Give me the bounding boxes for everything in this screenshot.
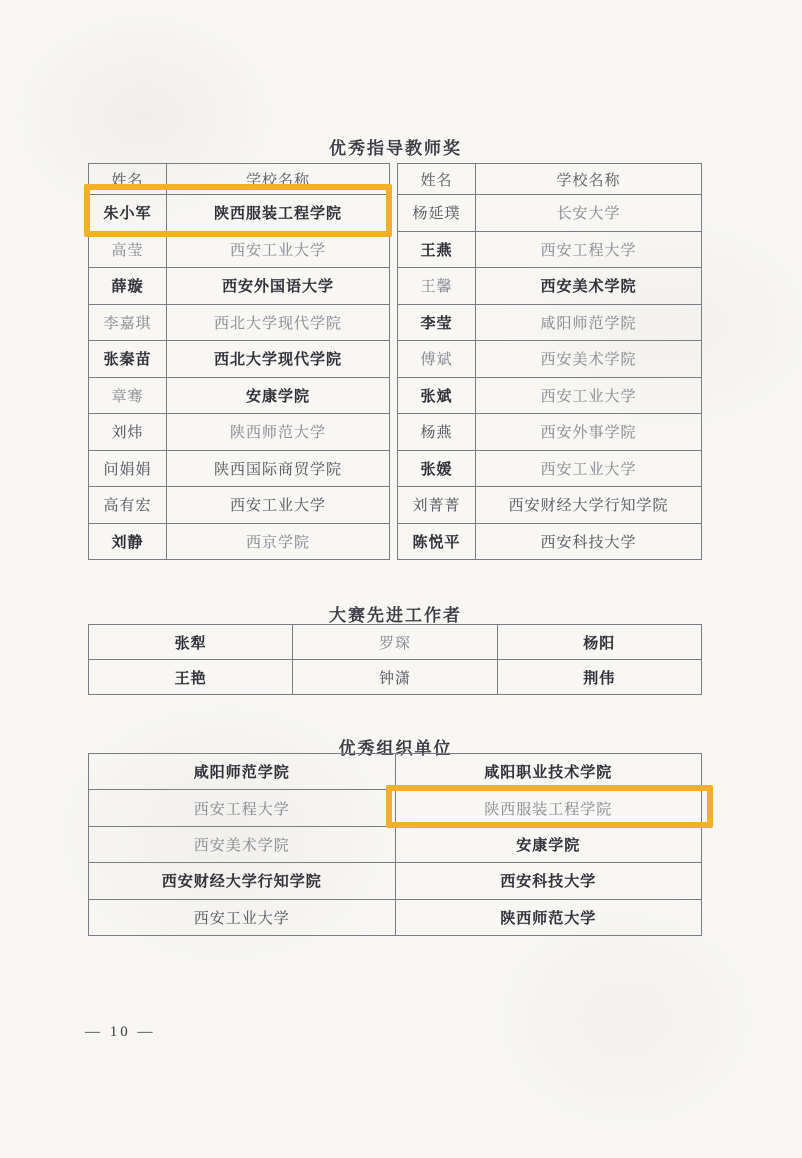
org-unit-cell: 西安财经大学行知学院 (89, 863, 396, 899)
teacher-name-cell: 杨延璞 (398, 195, 476, 232)
teacher-school-cell: 西安工程大学 (476, 232, 702, 269)
worker-name-cell: 王艳 (89, 660, 293, 695)
teacher-name-cell: 王燕 (398, 232, 476, 269)
teacher-school-cell: 陕西服装工程学院 (167, 195, 390, 232)
worker-name-cell: 罗琛 (293, 625, 497, 660)
teacher-school-cell: 西安工业大学 (167, 232, 390, 269)
worker-name-cell: 荆伟 (498, 660, 702, 695)
teacher-name-cell: 刘菁菁 (398, 487, 476, 524)
teacher-name-cell: 李莹 (398, 305, 476, 342)
teacher-school-cell: 西安工业大学 (476, 451, 702, 488)
org-unit-cell: 西安美术学院 (89, 827, 396, 863)
teacher-name-cell: 刘炜 (89, 414, 167, 451)
teacher-name-cell: 陈悦平 (398, 524, 476, 561)
org-unit-cell: 陕西服装工程学院 (396, 790, 703, 826)
teacher-school-cell: 西北大学现代学院 (167, 341, 390, 378)
teacher-school-cell: 西安工业大学 (476, 378, 702, 415)
teacher-name-cell: 高莹 (89, 232, 167, 269)
teacher-school-cell: 西京学院 (167, 524, 390, 561)
page-number: — 10 — (85, 1024, 156, 1040)
teacher-name-cell: 薛璇 (89, 268, 167, 305)
teacher-name-cell: 傅斌 (398, 341, 476, 378)
org-unit-cell: 西安科技大学 (396, 863, 703, 899)
teacher-name-cell: 问娟娟 (89, 451, 167, 488)
org-unit-cell: 咸阳师范学院 (89, 754, 396, 790)
teacher-name-cell: 朱小军 (89, 195, 167, 232)
org-unit-cell: 咸阳职业技术学院 (396, 754, 703, 790)
org-unit-cell: 西安工业大学 (89, 900, 396, 936)
teacher-name-cell: 刘静 (89, 524, 167, 561)
worker-name-cell: 钟潇 (293, 660, 497, 695)
teacher-school-cell: 西安外国语大学 (167, 268, 390, 305)
teacher-name-cell: 张媛 (398, 451, 476, 488)
section-title-award-teachers: 优秀指导教师奖 (329, 139, 462, 158)
teacher-name-cell: 高有宏 (89, 487, 167, 524)
teacher-name-cell: 张斌 (398, 378, 476, 415)
teacher-name-cell: 张秦苗 (89, 341, 167, 378)
teachers-table-left (88, 163, 390, 560)
teacher-school-cell: 西安美术学院 (476, 341, 702, 378)
worker-name-cell: 张犁 (89, 625, 293, 660)
column-header-school: 学校名称 (167, 164, 390, 195)
teacher-name-cell: 王馨 (398, 268, 476, 305)
teacher-school-cell: 西安财经大学行知学院 (476, 487, 702, 524)
teacher-name-cell: 李嘉琪 (89, 305, 167, 342)
teacher-school-cell: 西安外事学院 (476, 414, 702, 451)
teacher-school-cell: 西安科技大学 (476, 524, 702, 561)
org-unit-cell: 陕西师范大学 (396, 900, 703, 936)
advanced-workers-table (88, 624, 702, 695)
teacher-school-cell: 西北大学现代学院 (167, 305, 390, 342)
column-header-name: 姓名 (89, 164, 167, 195)
column-header-school: 学校名称 (476, 164, 702, 195)
teacher-school-cell: 陕西国际商贸学院 (167, 451, 390, 488)
teacher-name-cell: 杨燕 (398, 414, 476, 451)
org-unit-cell: 安康学院 (396, 827, 703, 863)
teacher-school-cell: 陕西师范大学 (167, 414, 390, 451)
section-title-advanced-workers: 大赛先进工作者 (329, 606, 462, 625)
excellent-org-table (88, 753, 702, 936)
teacher-school-cell: 西安美术学院 (476, 268, 702, 305)
section-title-excellent-org: 优秀组织单位 (338, 739, 453, 758)
teacher-school-cell: 安康学院 (167, 378, 390, 415)
teacher-school-cell: 西安工业大学 (167, 487, 390, 524)
teacher-school-cell: 长安大学 (476, 195, 702, 232)
worker-name-cell: 杨阳 (498, 625, 702, 660)
column-header-name: 姓名 (398, 164, 476, 195)
org-unit-cell: 西安工程大学 (89, 790, 396, 826)
teachers-table-right (397, 163, 702, 560)
teacher-name-cell: 章骞 (89, 378, 167, 415)
teacher-school-cell: 咸阳师范学院 (476, 305, 702, 342)
